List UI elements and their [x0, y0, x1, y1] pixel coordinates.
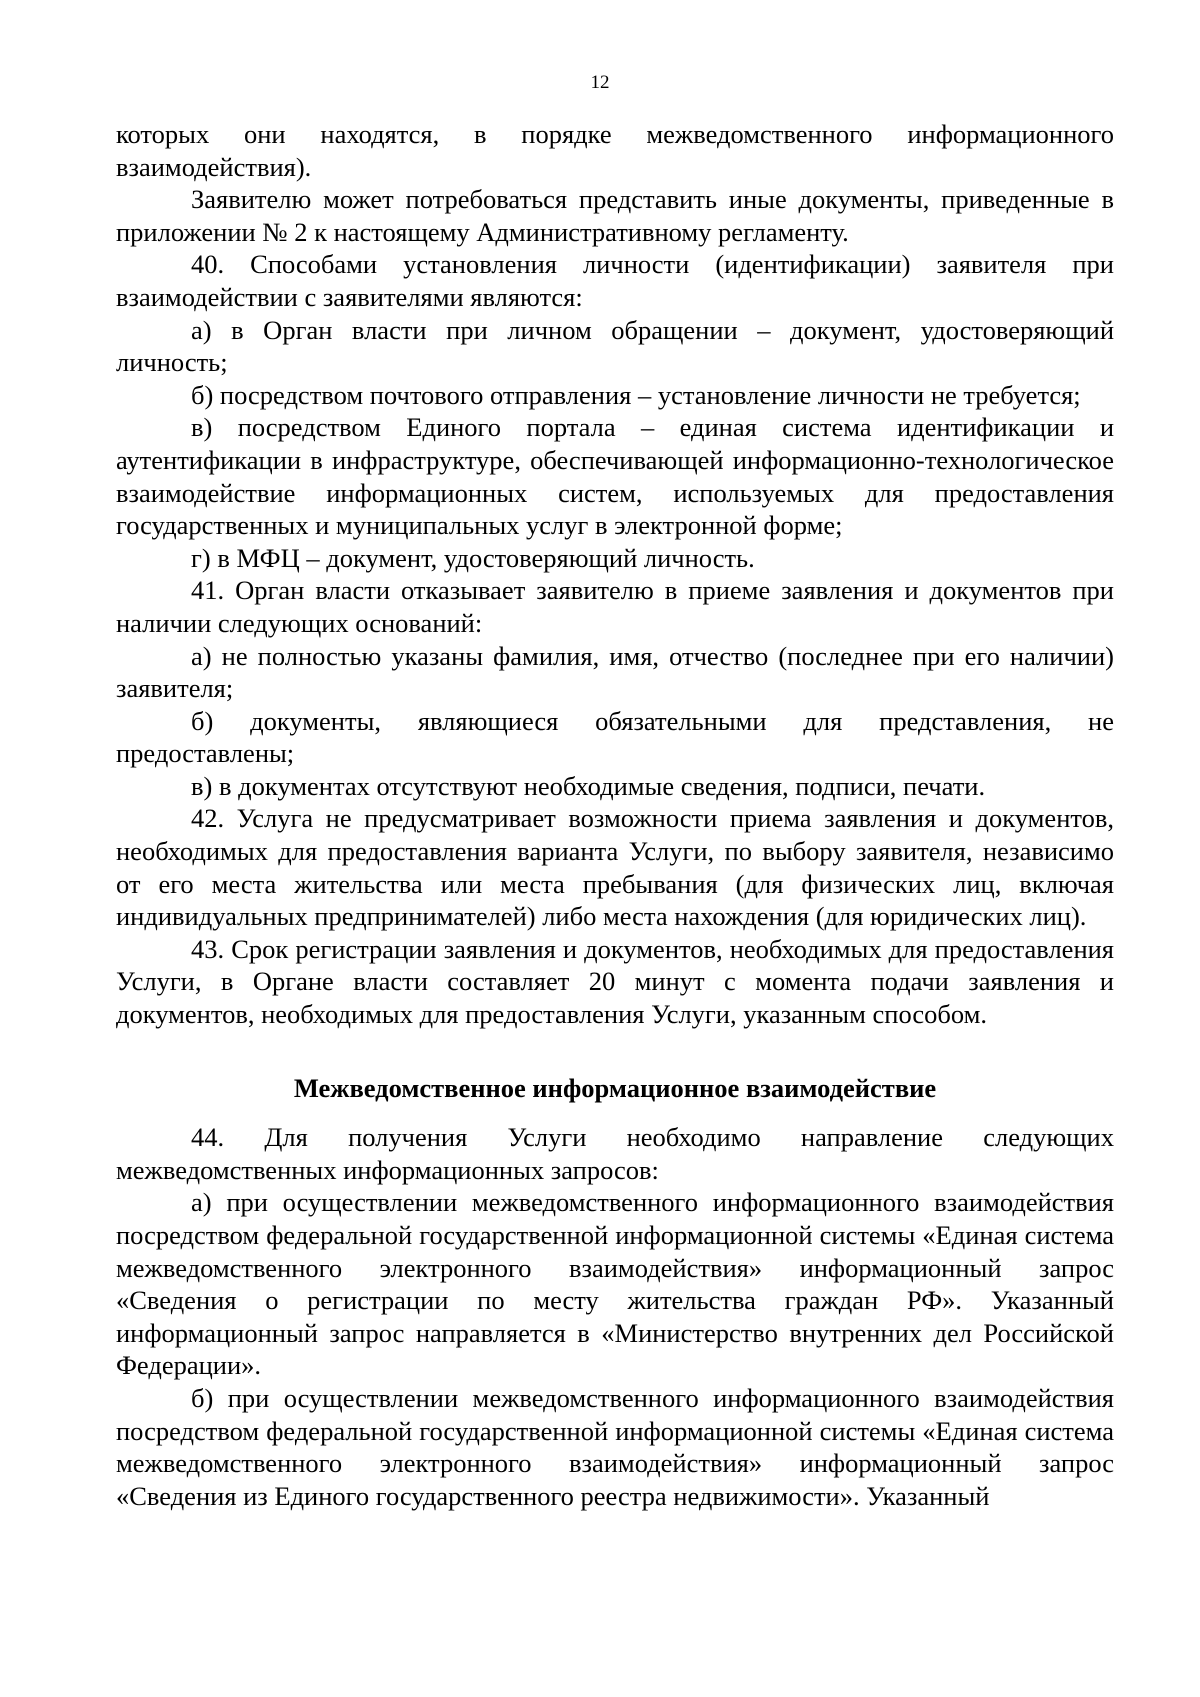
paragraph-43: 43. Срок регистрации заявления и документов, необходимых для предоставления Услуги, в Органе власти составляет 20 минут с момента подачи заявления и документов, необходимых для предоставления Услуги, указанным способом.	[116, 933, 1114, 1030]
paragraph-additional-documents: Заявителю может потребоваться представить иные документы, приведенные в приложении № 2 к настоящему Административному регламенту.	[116, 184, 1114, 247]
paragraph-40-b: б) посредством почтового отправления – установление личности не требуется;	[191, 379, 1081, 410]
paragraph-41-b: б) документы, являющиеся обязательными для представления, не предоставлены;	[116, 705, 1114, 769]
paragraph-42: 42. Услуга не предусматривает возможности приема заявления и документов, необходимых для предоставления варианта Услуги, по выбору заявителя, независимо от его места жительства или места пребывания (для физических лиц, включая индивидуальных предпринимателей) либо места нахождения (для юридических лиц).	[116, 803, 1114, 932]
paragraph-40-g: г) в МФЦ – документ, удостоверяющий личность.	[191, 542, 755, 573]
paragraph-41: 41. Орган власти отказывает заявителю в приеме заявления и документов при наличии следующих оснований:	[116, 575, 1114, 638]
paragraph-40-v: в) посредством Единого портала – единая система идентификации и аутентификации в инфраструктуре, обеспечивающей информационно-технологическое взаимодействие информационных систем, используемых для предоставления государственных и муниципальных услуг в электронной форме;	[116, 412, 1114, 541]
paragraph-44-a: а) при осуществлении межведомственного информационного взаимодействия посредством федеральной государственной информационной системы «Единая система межведомственного электронного взаимодействия» информационный запрос «Сведения о регистрации по месту жительства граждан РФ». Указанный информационный запрос направляется в «Министерство внутренних дел Российской Федерации».	[116, 1187, 1114, 1381]
page-number: 12	[590, 72, 610, 93]
paragraph-continuation: которых они находятся, в порядке межведомственного информационного взаимодействия).	[116, 119, 1114, 182]
paragraph-41-a: а) не полностью указаны фамилия, имя, отчество (последнее при его наличии) заявителя;	[116, 640, 1114, 704]
paragraph-41-v: в) в документах отсутствуют необходимые сведения, подписи, печати.	[191, 770, 986, 801]
section-heading: Межведомственное информационное взаимодействие	[293, 1072, 937, 1103]
paragraph-44-b: б) при осуществлении межведомственного информационного взаимодействия посредством федеральной государственной информационной системы «Единая система межведомственного электронного взаимодействия» информационный запрос «Сведения из Единого государственного реестра недвижимости». Указанный	[116, 1382, 1114, 1511]
document-body	[116, 118, 1114, 1512]
paragraph-40: 40. Способами установления личности (идентификации) заявителя при взаимодействии с заявителями являются:	[116, 249, 1114, 312]
paragraph-44: 44. Для получения Услуги необходимо направление следующих межведомственных информационных запросов:	[116, 1122, 1114, 1185]
paragraph-40-a: а) в Орган власти при личном обращении – документ, удостоверяющий личность;	[116, 314, 1114, 378]
